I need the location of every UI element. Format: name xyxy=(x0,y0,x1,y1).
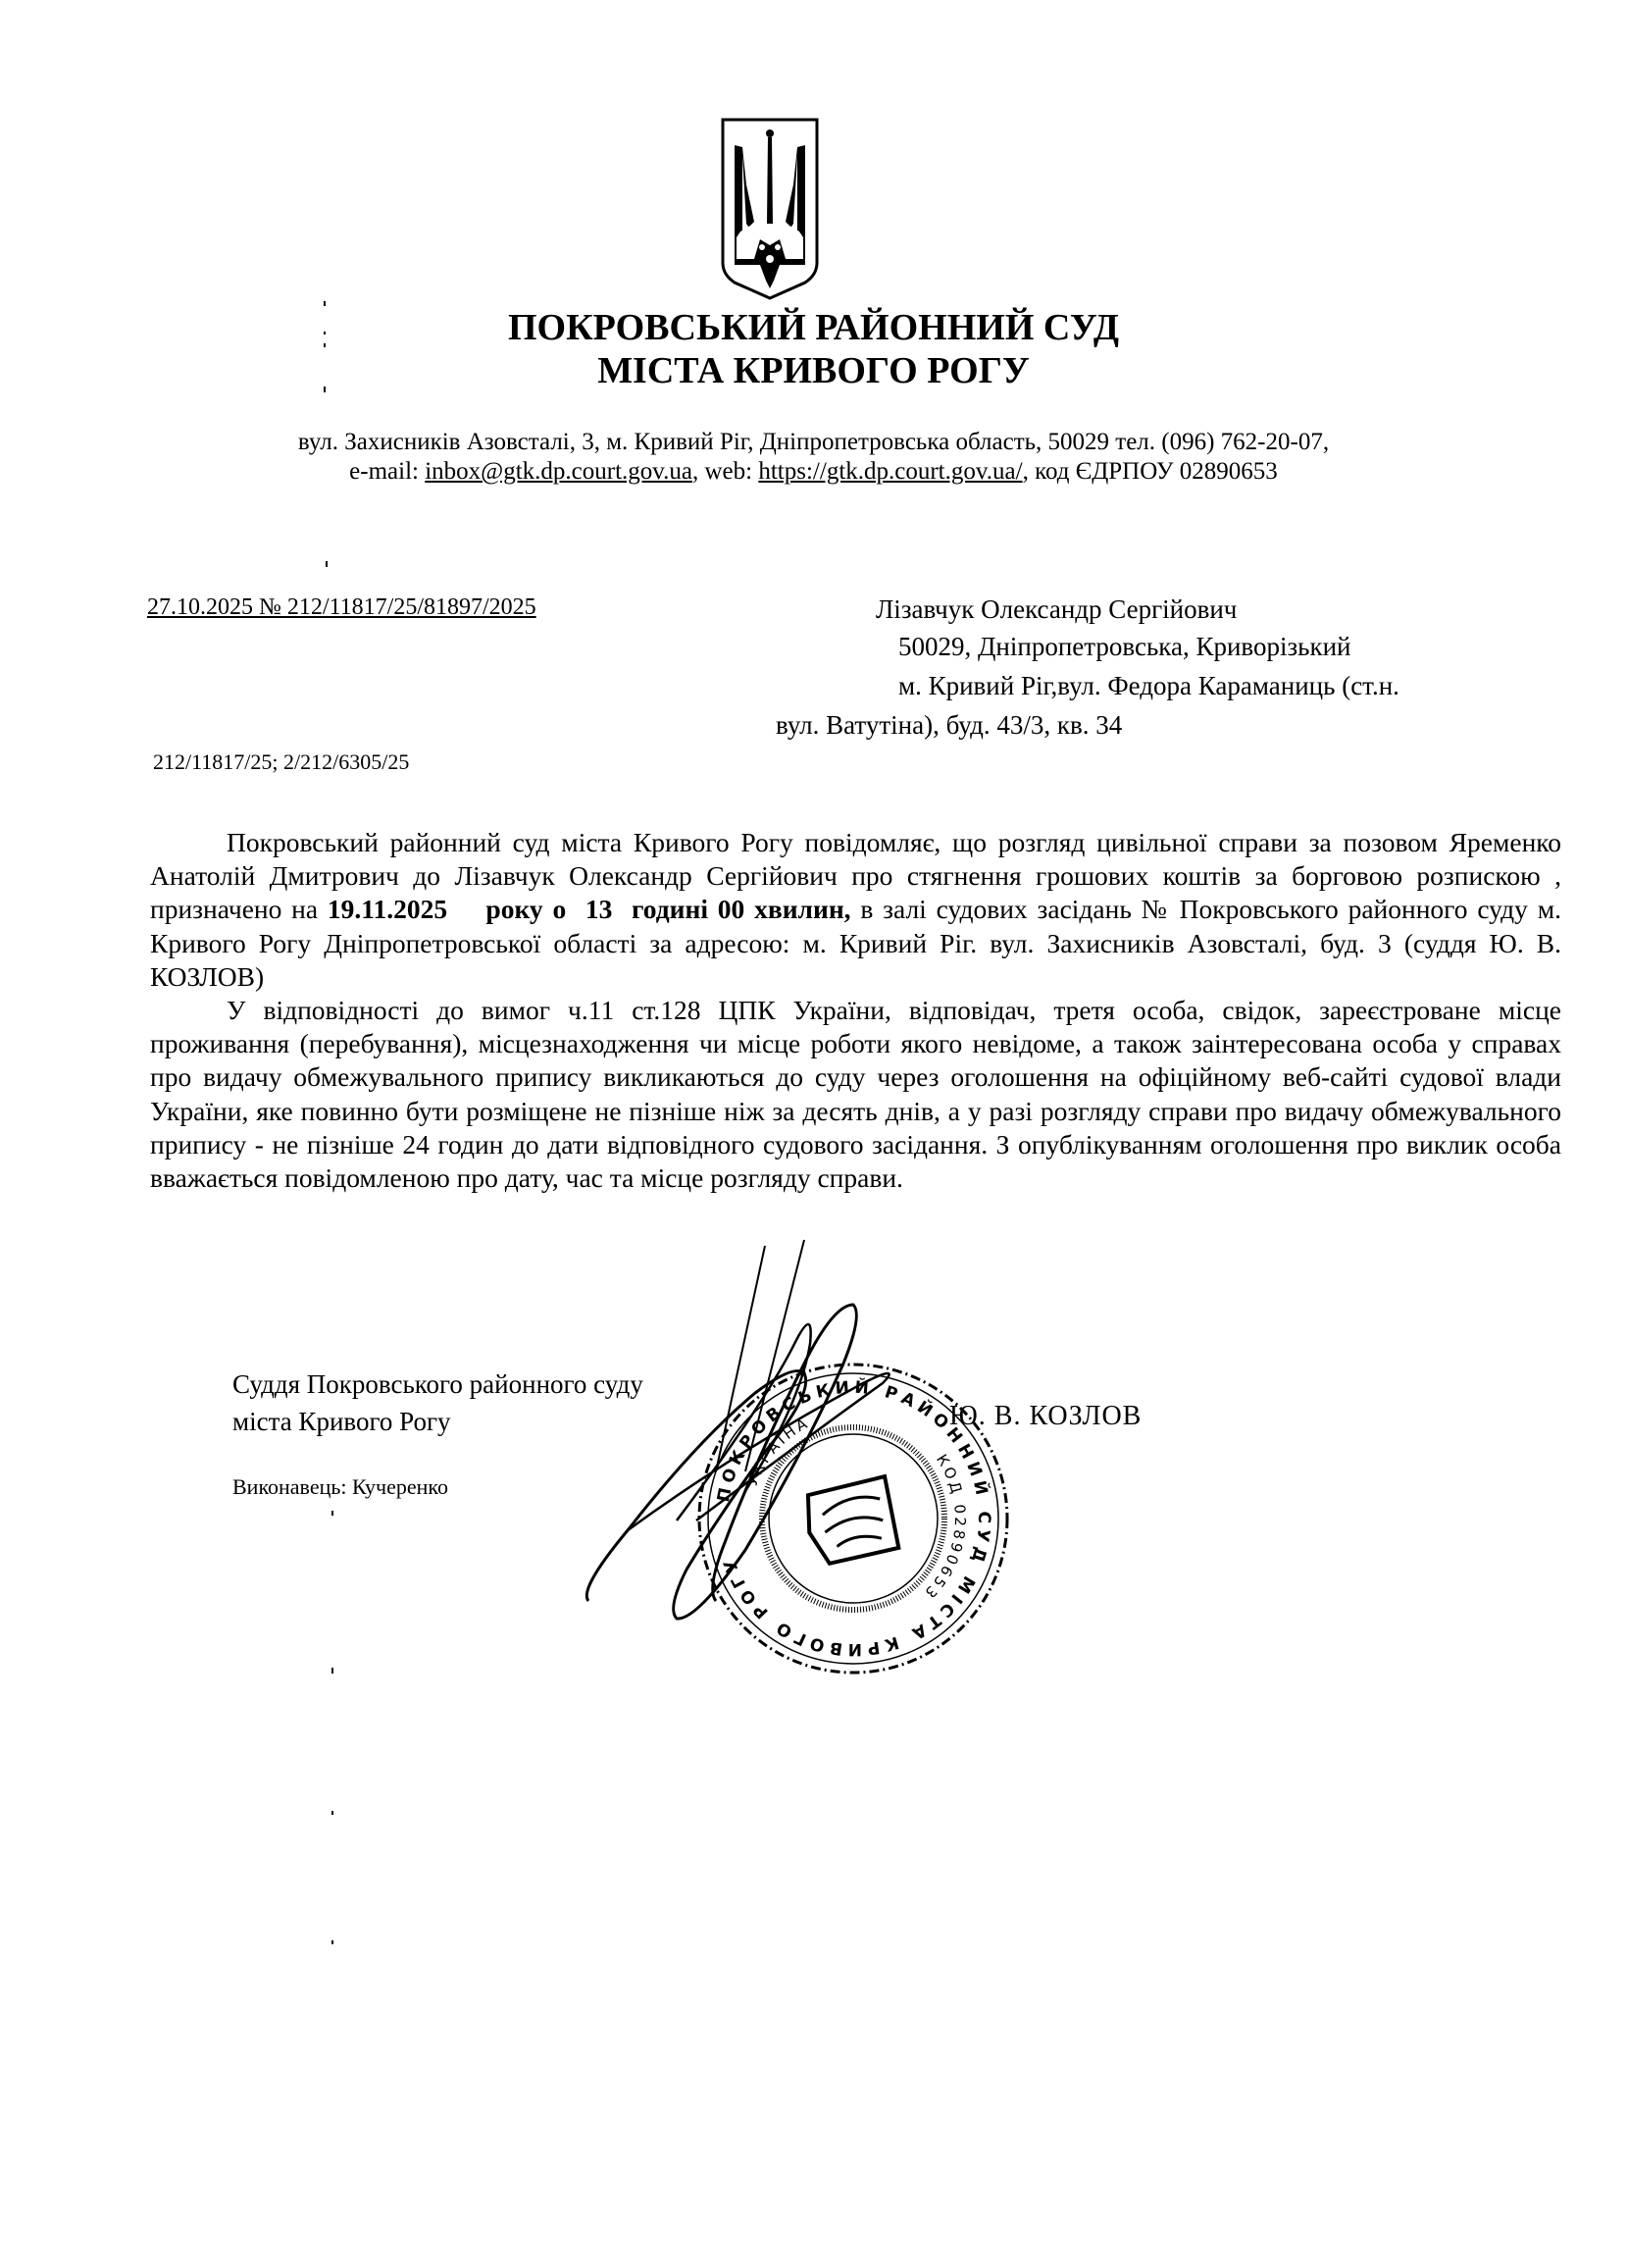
signer-title-line2: міста Кривого Рогу xyxy=(232,1407,451,1436)
case-references: 212/11817/25; 2/212/6305/25 xyxy=(153,749,410,774)
stamp-outer-text: ПОКРОВСЬКИЙ РАЙОННИЙ СУД МІСТА КРИВОГО РОГУ xyxy=(713,1377,994,1660)
scan-mark xyxy=(331,1668,333,1674)
ukraine-coat-of-arms-icon xyxy=(721,116,819,300)
hearing-year-label: року о xyxy=(485,894,567,925)
notice-paragraph-2: У відповідності до вимог ч.11 ст.128 ЦПК України, відповідач, третя особа, свідок, зареєстроване місце проживання (перебування), місцезнаходження чи місце роботи якого невідоме, а також заінтересована особа у справах про видачу обмежувального припису викликаються до суду через оголошення на офіційному веб-сайті судової влади України, яке повинно бути розміщене не пізніше ніж за десять днів, а у разі розгляду справи про видачу обмежувального припису - не пізніше 24 годин до дати відповідного судового засідання. З опублікуванням оголошення про виклик особа вважається повідомленою про дату, час та місце розгляду справи. xyxy=(150,995,1561,1194)
outgoing-date-number: 27.10.2025 № 212/11817/25/81897/2025 xyxy=(147,594,536,620)
notice-body xyxy=(150,826,1561,1195)
recipient-address-line3: вул. Ватутіна), буд. 43/3, кв. 34 xyxy=(776,710,1123,740)
email-label: e-mail: xyxy=(349,458,426,485)
stamp-country-text: УКРАЇНА xyxy=(742,1413,813,1489)
hearing-hour: 13 xyxy=(585,894,613,925)
signer-title-line1: Суддя Покровського районного суду xyxy=(232,1369,643,1399)
stamp-inner-text: КОД 02890653 xyxy=(919,1451,970,1604)
judge-signature xyxy=(569,1236,941,1628)
hearing-minutes-label: хвилин, xyxy=(754,894,851,925)
notice-text: Покровський районний суд міста Кривого Рогу повідомляє, що розгляд цивільної справи за позовом Яременко Анатолій Дмитрович до Лізавчук Олександр Сергійович про стягнення грошових коштів за борговою розпискою , призначено на xyxy=(150,827,1561,925)
recipient-address-line2: м. Кривий Ріг,вул. Федора Караманиць (ст.н. xyxy=(898,671,1399,700)
court-contacts xyxy=(0,458,1627,486)
court-name-line2: МІСТА КРИВОГО РОГУ xyxy=(597,350,1030,391)
web-label: , web: xyxy=(692,458,759,485)
court-address: вул. Захисників Азовсталі, 3, м. Кривий Ріг, Дніпропетровська область, 50029 тел. (096) 762-20-07, xyxy=(297,429,1330,455)
court-name-line1: ПОКРОВСЬКИЙ РАЙОННИЙ СУД xyxy=(507,307,1120,348)
web-link[interactable]: https://gtk.dp.court.gov.ua/ xyxy=(758,458,1023,485)
scan-mark xyxy=(331,1811,333,1815)
executor-name: Виконавець: Кучеренко xyxy=(232,1474,448,1499)
notice-text: в залі судових засідань № Покровського районного суду м. Кривого Рогу Дніпропетровської області за адресою: м. Кривий Ріг. вул. Захисників Азовсталі, буд. 3 (суддя Ю. В. КОЗЛОВ) xyxy=(150,894,1562,992)
recipient-name: Лізавчук Олександр Сергійович xyxy=(876,594,1238,624)
hearing-hours-label: годині 00 xyxy=(631,894,745,925)
recipient-address-line1: 50029, Дніпропетровська, Криворізький xyxy=(898,632,1351,661)
email-link[interactable]: inbox@gtk.dp.court.gov.ua xyxy=(425,458,692,485)
edrpou-code: , код ЄДРПОУ 02890653 xyxy=(1022,458,1278,485)
scan-mark xyxy=(326,561,328,567)
scan-mark xyxy=(331,1940,333,1944)
notice-paragraph-1 xyxy=(150,826,1561,994)
judge-name: Ю. В. КОЗЛОВ xyxy=(949,1401,1143,1431)
scan-mark xyxy=(331,1511,333,1516)
hearing-date: 19.11.2025 xyxy=(327,894,448,925)
